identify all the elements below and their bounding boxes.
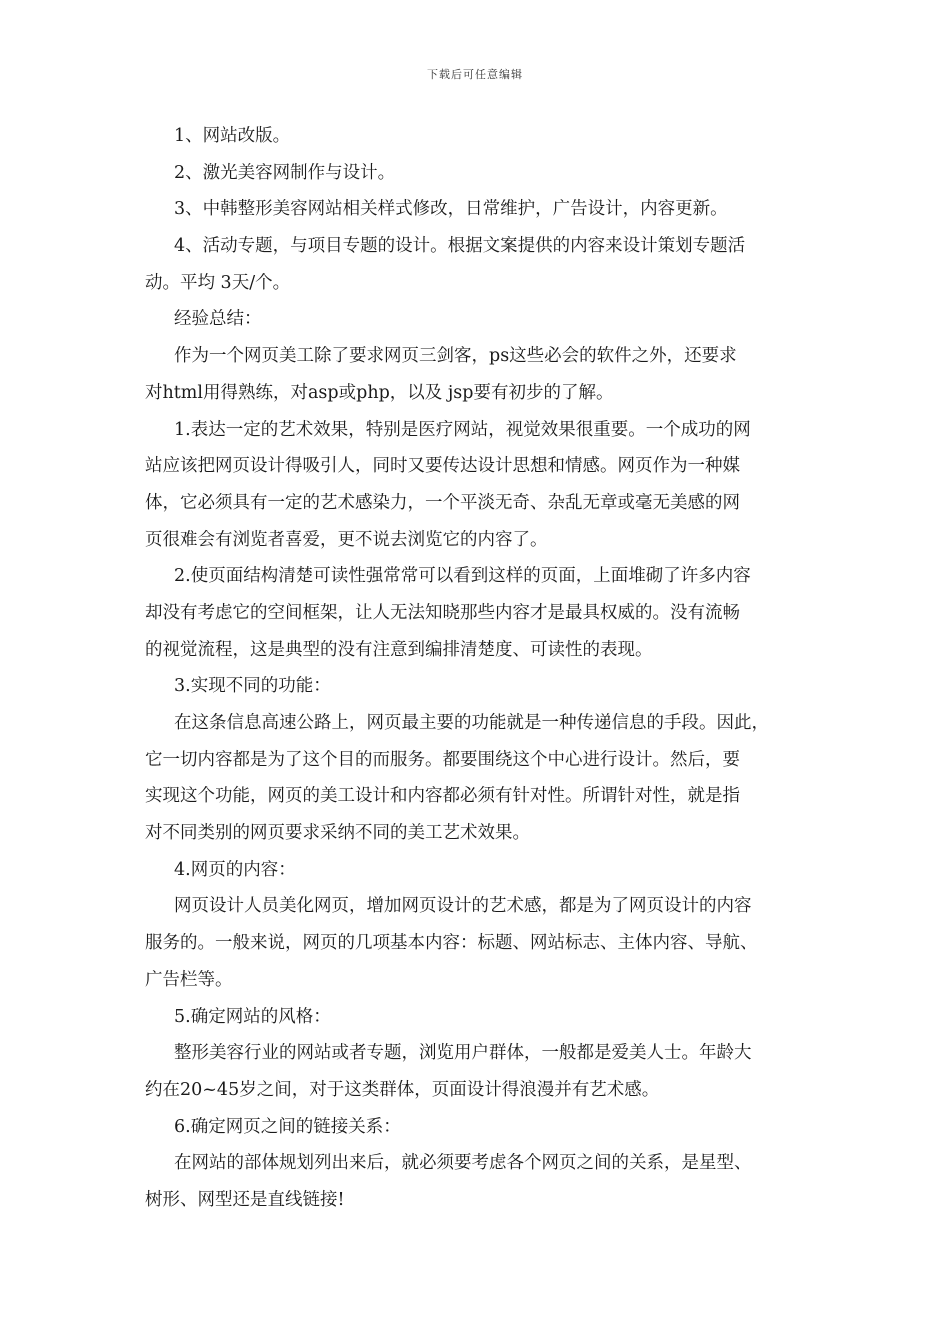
- text-line: 体，它必须具有一定的艺术感染力，一个平淡无奇、杂乱无章或毫无美感的网: [145, 492, 740, 513]
- text-line: 在这条信息高速公路上，网页最主要的功能就是一种传递信息的手段。因此，: [174, 713, 769, 733]
- text-line: 4.网页的内容：: [174, 859, 296, 880]
- text-line: 在网站的部体规划列出来后，就必须要考虑各个网页之间的关系，是星型、: [174, 1153, 752, 1174]
- text-line: 经验总结：: [174, 309, 262, 330]
- text-line: 对不同类别的网页要求采纳不同的美工艺术效果。: [145, 823, 530, 844]
- text-line: 1.表达一定的艺术效果，特别是医疗网站，视觉效果很重要。一个成功的网: [174, 419, 751, 440]
- text-line: 广告栏等。: [145, 969, 233, 990]
- text-line: 对html用得熟练，对asp或php，以及 jsp要有初步的了解。: [145, 382, 614, 403]
- text-line: 树形、网型还是直线链接!: [145, 1189, 345, 1210]
- text-line: 作为一个网页美工除了要求网页三剑客，ps这些必会的软件之外，还要求: [174, 346, 737, 367]
- page-header: 下载后可任意编辑: [427, 68, 523, 81]
- text-line: 页很难会有浏览者喜爱，更不说去浏览它的内容了。: [145, 529, 548, 550]
- text-line: 3、中韩整形美容网站相关样式修改，日常维护，广告设计，内容更新。: [174, 199, 728, 220]
- text-line: 站应该把网页设计得吸引人，同时又要传达设计思想和情感。网页作为一种媒: [145, 456, 740, 477]
- text-line: 的视觉流程，这是典型的没有注意到编排清楚度、可读性的表现。: [145, 639, 653, 660]
- text-line: 1、网站改版。: [174, 126, 291, 146]
- text-line: 动。平均 3天/个。: [145, 272, 291, 293]
- text-line: 5.确定网站的风格：: [174, 1006, 331, 1027]
- text-line: 2、激光美容网制作与设计。: [174, 162, 396, 183]
- text-line: 实现这个功能，网页的美工设计和内容都必须有针对性。所谓针对性，就是指: [145, 786, 740, 807]
- text-line: 2.使页面结构清楚可读性强常常可以看到这样的页面，上面堆砌了许多内容: [174, 566, 751, 587]
- document-body: [145, 118, 817, 1219]
- text-line: 网页设计人员美化网页，增加网页设计的艺术感，都是为了网页设计的内容: [174, 896, 752, 917]
- text-line: 整形美容行业的网站或者专题，浏览用户群体，一般都是爱美人士。年龄大: [174, 1043, 752, 1064]
- text-line: 约在20~45岁之间，对于这类群体，页面设计得浪漫并有艺术感。: [145, 1079, 660, 1100]
- text-line: 4、活动专题，与项目专题的设计。根据文案提供的内容来设计策划专题活: [174, 236, 746, 257]
- text-line: 6.确定网页之间的链接关系：: [174, 1116, 401, 1137]
- text-line: 服务的。一般来说，网页的几项基本内容：标题、网站标志、主体内容、导航、: [145, 933, 758, 954]
- text-line: 却没有考虑它的空间框架，让人无法知晓那些内容才是最具权威的。没有流畅: [145, 602, 740, 623]
- text-line: 它一切内容都是为了这个目的而服务。都要围绕这个中心进行设计。然后，要: [145, 749, 740, 770]
- text-line: 3.实现不同的功能：: [174, 676, 331, 697]
